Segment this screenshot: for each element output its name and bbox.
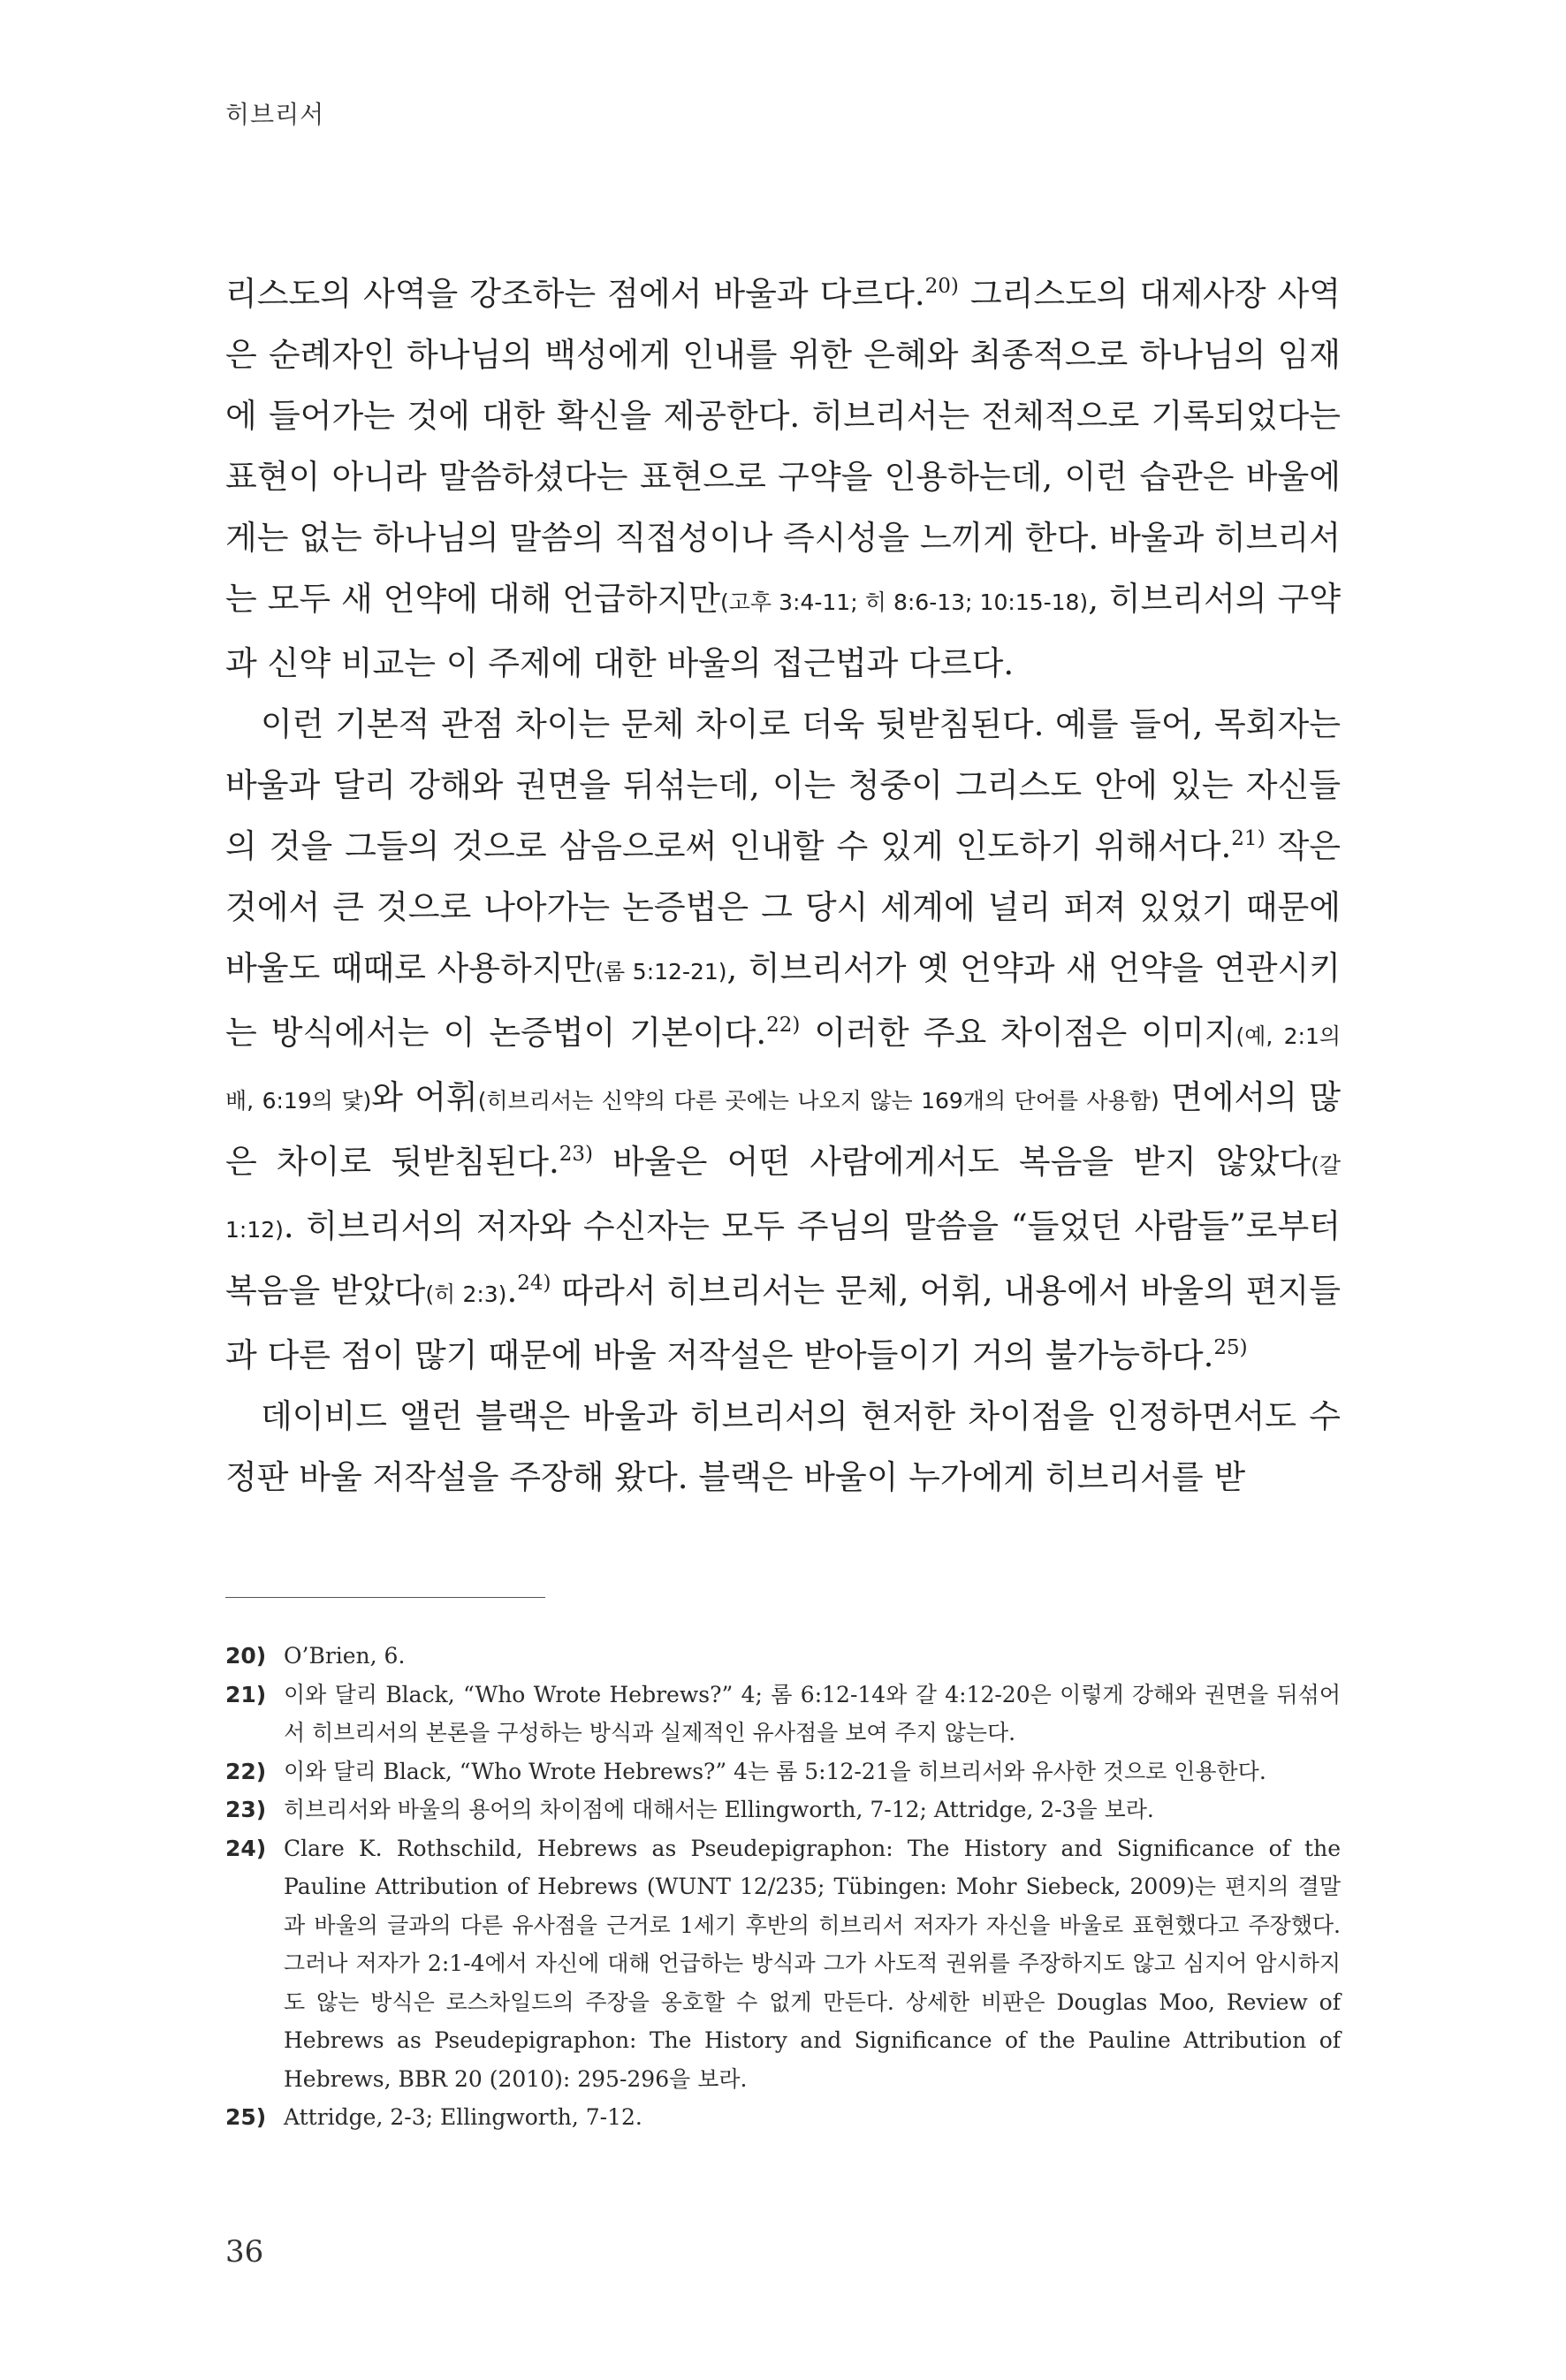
- scripture-reference: (고후 3:4-11; 히 8:6-13; 10:15-18): [719, 589, 1089, 615]
- text-run: .: [506, 1272, 518, 1310]
- text-run: , 히브리서의 구약과 신약 비교는 이 주제에 대한 바울의 접근법과 다르다.: [225, 580, 1341, 682]
- footnote-ref-24[interactable]: 24): [517, 1272, 551, 1295]
- footnote-25: [225, 2098, 1341, 2137]
- scripture-reference: (롬 5:12-21): [595, 959, 727, 985]
- text-run: 리스도의 사역을 강조하는 점에서 바울과 다르다.: [225, 275, 925, 313]
- footnote-24: [225, 1829, 1341, 2099]
- footnote-number: 22): [225, 1758, 267, 1784]
- footnote-23: [225, 1791, 1341, 1829]
- text-run: 이러한 주요 차이점은 이미지: [800, 1014, 1236, 1052]
- footnote-separator: [225, 1597, 545, 1598]
- footnote-ref-21[interactable]: 21): [1231, 827, 1266, 850]
- footnote-text: 이와 달리 Black, “Who Wrote Hebrews?” 4는 롬 5:12-21을 히브리서와 유사한 것으로 인용한다.: [284, 1758, 1266, 1784]
- scripture-reference: (갈 1:12): [225, 1152, 1341, 1243]
- text-run: 그리스도의 대제사장 사역은 순례자인 하나님의 백성에게 인내를 위한 은혜와 최종적으로 하나님의 임재에 들어가는 것에 대한 확신을 제공한다. 히브리서는 전체적으로 기록되었다는 표현이 아니라 말씀하셨다는 표현으로 구약을 인용하는데, 이런 습관은 바울에게는 없는 하나님의 말씀의 직접성이나 즉시성을 느끼게 한다. 바울과 히브리서는 모두 새 언약에 대해 언급하지만: [225, 275, 1341, 618]
- body-text: [225, 263, 1341, 1508]
- footnote-text: Attridge, 2-3; Ellingworth, 7-12.: [284, 2104, 642, 2130]
- text-run: 와 어휘: [371, 1078, 478, 1116]
- paragraph-2: [225, 694, 1341, 1386]
- footnote-number: 23): [225, 1797, 267, 1822]
- footnotes: [225, 1637, 1341, 2137]
- parenthetical-note: (히브리서는 신약의 다른 곳에는 나오지 않는 169개의 단어를 사용함): [477, 1088, 1159, 1114]
- footnote-21: [225, 1676, 1341, 1753]
- text-run: 면에서의 많은 차이로 뒷받침된다.: [225, 1078, 1342, 1181]
- footnote-20: [225, 1637, 1341, 1676]
- footnote-text: Clare K. Rothschild, Hebrews as Pseudepigraphon: The History and Significance of the Pauline Attribution of Hebrews (WUNT 12/235; Tübingen: Mohr Siebeck, 2009)는 편지의 결말과 바울의 글과의 다른 유사점을 근거로 1세기 후반의 히브리서 저자가 자신을 바울로 표현했다고 주장했다. 그러나 저자가 2:1-4에서 자신에 대해 언급하는 방식과 그가 사도적 권위를 주장하지도 않고 심지어 암시하지도 않는 방식은 로스차일드의 주장을 옹호할 수 없게 만든다. 상세한 비판은 Douglas Moo, Review of Hebrews as Pseudepigraphon: The History and Significance of the Pauline Attribution of Hebrews, BBR 20 (2010): 295-296을 보라.: [284, 1835, 1341, 2092]
- text-run: 바울은 어떤 사람에게서도 복음을 받지 않았다: [593, 1143, 1311, 1181]
- scripture-reference: (히 2:3): [425, 1281, 507, 1307]
- text-run: 작은 것에서 큰 것으로 나아가는 논증법은 그 당시 세계에 널리 퍼져 있었기 때문에 바울도 때때로 사용하지만: [225, 827, 1342, 987]
- paragraph-1: [225, 263, 1341, 694]
- text-run: , 히브리서가 옛 언약과 새 언약을 연관시키는 방식에서는 이 논증법이 기본이다.: [225, 949, 1342, 1052]
- footnote-ref-20[interactable]: 20): [924, 275, 959, 298]
- running-head: 히브리서: [225, 100, 325, 129]
- footnote-22: [225, 1753, 1341, 1791]
- footnote-ref-23[interactable]: 23): [559, 1143, 594, 1166]
- footnote-ref-25[interactable]: 25): [1213, 1336, 1248, 1359]
- footnote-text: 히브리서와 바울의 용어의 차이점에 대해서는 Ellingworth, 7-12; Attridge, 2-3을 보라.: [284, 1797, 1154, 1822]
- parenthetical-note: (예, 2:1의 배, 6:19의 닻): [225, 1023, 1341, 1114]
- footnote-number: 20): [225, 1643, 267, 1669]
- paragraph-3: [225, 1386, 1341, 1508]
- text-run: 따라서 히브리서는 문체, 어휘, 내용에서 바울의 편지들과 다른 점이 많기 때문에 바울 저작설은 받아들이기 거의 불가능하다.: [225, 1272, 1341, 1374]
- footnote-number: 24): [225, 1835, 267, 1861]
- page-number: 36: [225, 2234, 264, 2270]
- footnote-number: 25): [225, 2104, 267, 2130]
- text-run: . 히브리서의 저자와 수신자는 모두 주님의 말씀을 “들었던 사람들”로부터 복음을 받았다: [225, 1207, 1341, 1310]
- footnote-number: 21): [225, 1681, 267, 1707]
- text-run: 이런 기본적 관점 차이는 문체 차이로 더욱 뒷받침된다. 예를 들어, 목회자는 바울과 달리 강해와 권면을 뒤섞는데, 이는 청중이 그리스도 안에 있는 자신들의 것을 그들의 것으로 삼음으로써 인내할 수 있게 인도하기 위해서다.: [225, 705, 1341, 865]
- text-run: 데이비드 앨런 블랙은 바울과 히브리서의 현저한 차이점을 인정하면서도 수정판 바울 저작설을 주장해 왔다. 블랙은 바울이 누가에게 히브리서를 받: [225, 1397, 1341, 1496]
- footnote-ref-22[interactable]: 22): [766, 1014, 801, 1037]
- footnote-text: O’Brien, 6.: [284, 1643, 406, 1669]
- footnote-text: 이와 달리 Black, “Who Wrote Hebrews?” 4; 롬 6:12-14와 갈 4:12-20은 이렇게 강해와 권면을 뒤섞어서 히브리서의 본론을 구성하는 방식과 실제적인 유사점을 보여 주지 않는다.: [284, 1681, 1341, 1745]
